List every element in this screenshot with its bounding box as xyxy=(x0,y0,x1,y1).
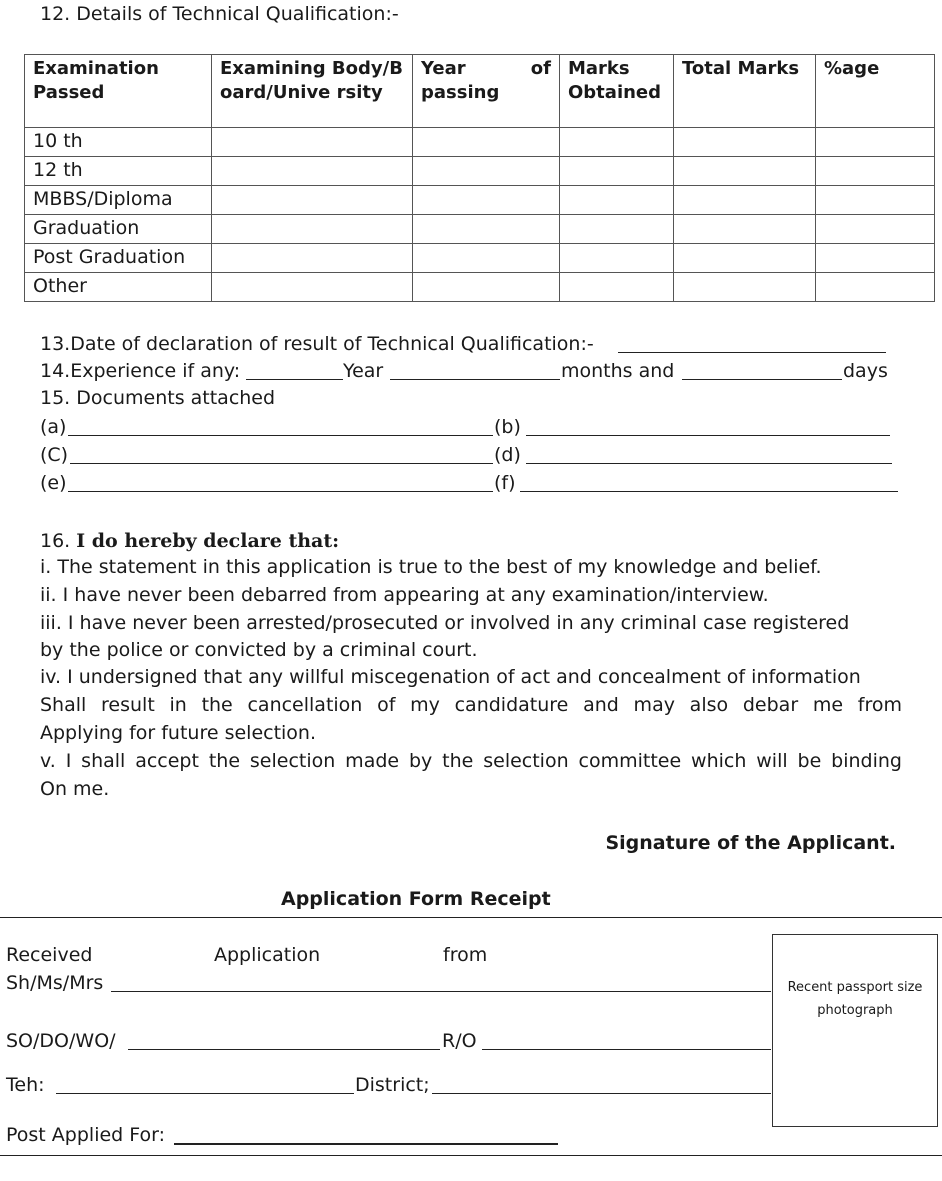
applicant-signature-label: Signature of the Applicant. xyxy=(605,832,896,854)
qualification-table xyxy=(24,54,935,302)
section-13-label: 13.Date of declaration of result of Technical Qualification:- xyxy=(40,333,594,355)
receipt-top-rule xyxy=(0,917,942,918)
months-label: months and xyxy=(561,360,675,382)
photograph-box[interactable] xyxy=(772,934,938,1127)
declaration-point: by the police or convicted by a criminal court. xyxy=(40,639,478,661)
doc-f-field[interactable] xyxy=(520,491,898,492)
received-label: Received xyxy=(6,944,93,966)
section-12-heading: 12. Details of Technical Qualification:- xyxy=(40,3,399,25)
years-field[interactable] xyxy=(390,379,560,380)
col-year-of-passing: Year of passing xyxy=(413,55,560,128)
table-row xyxy=(25,128,935,157)
col-percentage: %age xyxy=(816,55,935,128)
table-row xyxy=(25,244,935,273)
teh-label: Teh: xyxy=(6,1074,45,1096)
declaration-title: I do hereby declare that: xyxy=(76,530,340,552)
section-14-label: 14.Experience if any: xyxy=(40,360,241,382)
doc-a-field[interactable] xyxy=(68,435,493,436)
days-label: days xyxy=(843,360,888,382)
table-row xyxy=(25,186,935,215)
col-examination-passed: Examination Passed xyxy=(25,55,212,128)
section-15-label: 15. Documents attached xyxy=(40,387,276,409)
col-total-marks: Total Marks xyxy=(674,55,816,128)
from-label: from xyxy=(443,944,488,966)
row-label: Post Graduation xyxy=(25,244,212,273)
declaration-point: iii. I have never been arrested/prosecuted or involved in any criminal case registered xyxy=(40,612,850,634)
doc-e-field[interactable] xyxy=(68,491,493,492)
table-row xyxy=(25,157,935,186)
photo-caption-line2: photograph xyxy=(817,1003,893,1018)
applicant-name-field[interactable] xyxy=(111,991,771,992)
guardian-name-field[interactable] xyxy=(128,1049,440,1050)
receipt-title: Application Form Receipt xyxy=(281,888,551,910)
doc-d-field[interactable] xyxy=(526,463,892,464)
section-16-heading xyxy=(40,530,339,552)
doc-b-field[interactable] xyxy=(526,435,890,436)
district-label: District; xyxy=(355,1074,430,1096)
doc-c-label: (C) xyxy=(40,444,69,466)
declaration-point: Applying for future selection. xyxy=(40,722,317,744)
row-label: MBBS/Diploma xyxy=(25,186,212,215)
declaration-point: iv. I undersigned that any willful miscegenation of act and concealment of information xyxy=(40,666,861,688)
tehsil-field[interactable] xyxy=(56,1093,354,1094)
row-label: 12 th xyxy=(25,157,212,186)
doc-f-label: (f) xyxy=(494,472,516,494)
doc-b-label: (b) xyxy=(494,416,521,438)
result-date-field[interactable] xyxy=(618,352,886,353)
col-examining-body: Examining Body/Board/Unive rsity xyxy=(212,55,413,128)
post-applied-field[interactable] xyxy=(174,1143,558,1145)
sodowo-label: SO/DO/WO/ xyxy=(6,1030,116,1052)
shmsmrs-label: Sh/Ms/Mrs xyxy=(6,972,104,994)
doc-e-label: (e) xyxy=(40,472,67,494)
row-label: 10 th xyxy=(25,128,212,157)
ro-label: R/O xyxy=(442,1030,477,1052)
doc-d-label: (d) xyxy=(494,444,521,466)
declaration-point: On me. xyxy=(40,778,110,800)
declaration-point: Shall result in the cancellation of my candidature and may also debar me from xyxy=(40,694,902,716)
doc-a-label: (a) xyxy=(40,416,67,438)
photo-caption-line1: Recent passport size xyxy=(787,980,923,995)
district-field[interactable] xyxy=(432,1093,771,1094)
row-label: Graduation xyxy=(25,215,212,244)
declaration-point: ii. I have never been debarred from appearing at any examination/interview. xyxy=(40,584,769,606)
table-row xyxy=(25,215,935,244)
post-applied-label: Post Applied For: xyxy=(6,1124,166,1146)
doc-c-field[interactable] xyxy=(70,463,493,464)
residence-field[interactable] xyxy=(482,1049,771,1050)
year-label: Year xyxy=(343,360,384,382)
experience-field[interactable] xyxy=(246,379,343,380)
row-label: Other xyxy=(25,273,212,302)
months-field[interactable] xyxy=(682,379,842,380)
table-header-row xyxy=(25,55,935,128)
application-label: Application xyxy=(214,944,321,966)
receipt-bottom-rule xyxy=(0,1155,942,1156)
declaration-point: i. The statement in this application is true to the best of my knowledge and belief. xyxy=(40,556,822,578)
table-row xyxy=(25,273,935,302)
col-marks-obtained: Marks Obtained xyxy=(560,55,674,128)
declaration-point: v. I shall accept the selection made by the selection committee which will be binding xyxy=(40,750,902,772)
declaration-points xyxy=(40,556,902,806)
section-16-number: 16. xyxy=(40,530,71,552)
